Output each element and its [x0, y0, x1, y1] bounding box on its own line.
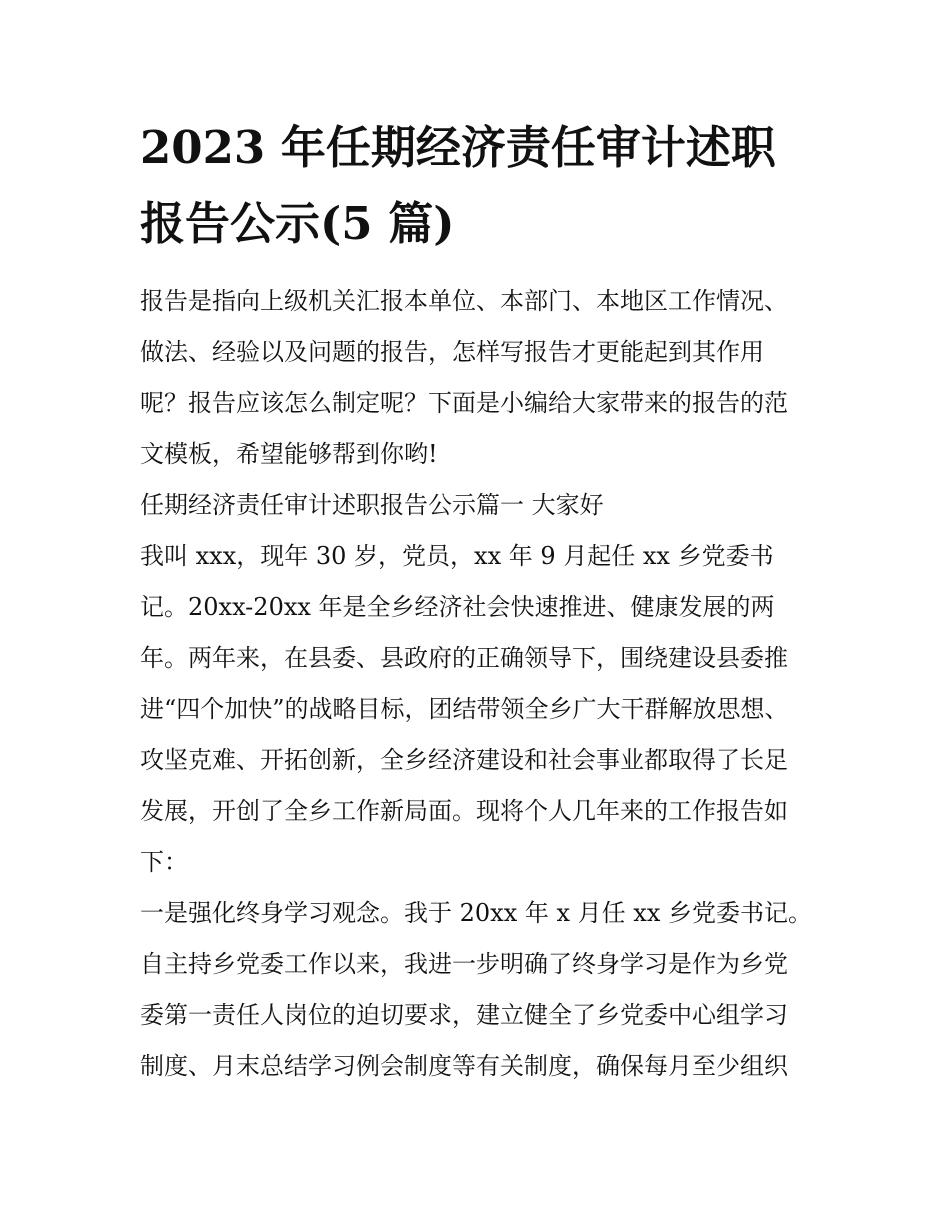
body-line: 记。20xx-20xx 年是全乡经济社会快速推进、健康发展的两 — [140, 593, 775, 621]
document-title — [140, 110, 820, 262]
title-line-1: 2023 年任期经济责任审计述职 — [140, 121, 776, 174]
body-line: 我叫 xxx，现年 30 岁，党员，xx 年 9 月起任 xx 乡党委书 — [140, 542, 774, 570]
body-line: 委第一责任人岗位的迫切要求，建立健全了乡党委中心组学习 — [140, 1001, 788, 1029]
document-page — [140, 110, 820, 1092]
body-line: 一是强化终身学习观念。我于 20xx 年 x 月任 xx 乡党委书记。 — [140, 899, 812, 927]
section-heading-line: 任期经济责任审计述职报告公示篇一 大家好 — [140, 491, 604, 519]
body-line: 自主持乡党委工作以来，我进一步明确了终身学习是作为乡党 — [140, 950, 788, 978]
body-line: 下： — [140, 848, 188, 876]
body-line: 制度、月末总结学习例会制度等有关制度，确保每月至少组织 — [140, 1052, 788, 1080]
body-line: 报告是指向上级机关汇报本单位、本部门、本地区工作情况、 — [140, 287, 788, 315]
body-line: 做法、经验以及问题的报告，怎样写报告才更能起到其作用 — [140, 338, 764, 366]
body-line: 呢？报告应该怎么制定呢？下面是小编给大家带来的报告的范 — [140, 389, 788, 417]
body-line: 攻坚克难、开拓创新，全乡经济建设和社会事业都取得了长足 — [140, 746, 788, 774]
body-line: 发展，开创了全乡工作新局面。现将个人几年来的工作报告如 — [140, 797, 788, 825]
body-line: 进“四个加快”的战略目标，团结带领全乡广大干群解放思想、 — [140, 695, 789, 723]
body-line: 文模板，希望能够帮到你哟! — [140, 440, 438, 468]
body-line: 年。两年来，在县委、县政府的正确领导下，围绕建设县委推 — [140, 644, 788, 672]
title-line-2: 报告公示(5 篇) — [140, 197, 455, 250]
document-body — [140, 276, 820, 1092]
